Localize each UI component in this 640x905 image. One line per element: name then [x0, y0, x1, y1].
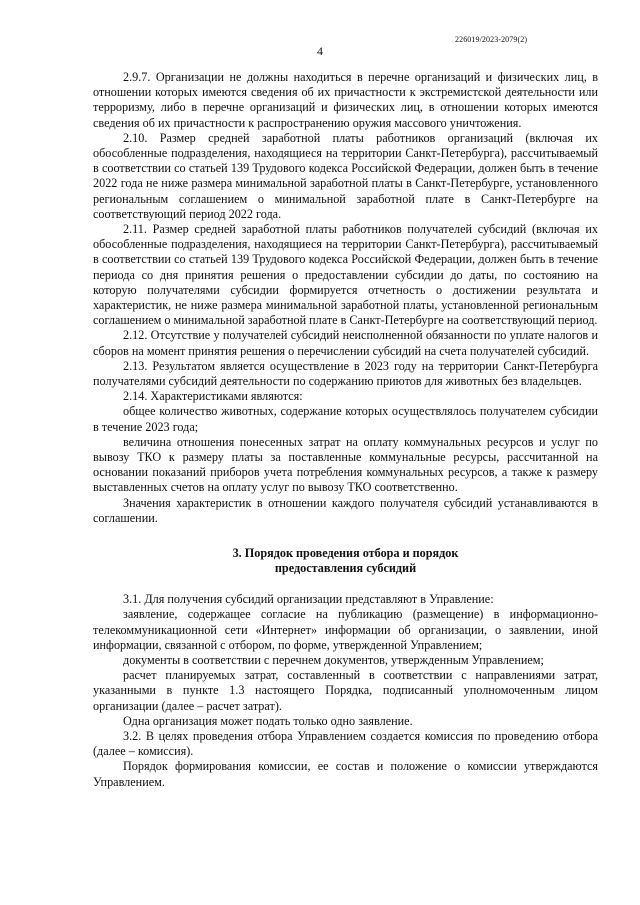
paragraph-2-12: 2.12. Отсутствие у получателей субсидий неисполненной обязанности по уплате налогов и сборов на момент принятия решения о перечислении субсидий на счета получателей субсидий.	[93, 328, 598, 358]
page-number: 4	[317, 44, 323, 58]
item-cost-calculation: расчет планируемых затрат, составленный в соответствии с направлениями затрат, указанными в пункте 1.3 настоящего Порядка, подписанный уполномоченным лицом организации (далее – расчет затрат).	[93, 668, 598, 713]
section-heading	[93, 546, 598, 576]
paragraph-2-11: 2.11. Размер средней заработной платы работников получателей субсидий (включая их обособленные подразделения, находящиеся на территории Санкт-Петербурга), рассчитываемый в соответствии со статьей 139 Трудового кодекса Российской Федерации, должен быть в течение периода со дня принятия решения о предоставлении субсидии до даты, по состоянию на которую получателями субсидии формируется отчетность о достижении результата и характеристик, не ниже размера минимальной заработной платы, установленной региональным соглашением о минимальной заработной плате в Санкт-Петербурге на соответствующий период.	[93, 222, 598, 328]
characteristics-note: Значения характеристик в отношении каждого получателя субсидий устанавливаются в соглашении.	[93, 495, 598, 525]
single-application-note: Одна организация может подать только одно заявление.	[123, 713, 413, 728]
characteristic-costs: величина отношения понесенных затрат на оплату коммунальных ресурсов и услуг по вывозу ТКО к размеру платы за поставленные коммунальные ресурсы, рассчитанной на основании показаний приборов учета потребления коммунальных ресурсов, а также к размеру выставленных счетов на оплату услуг по вывозу ТКО соответственно.	[93, 434, 598, 495]
paragraph-3-2: 3.2. В целях проведения отбора Управлением создается комиссия по проведению отбора (далее – комиссия).	[93, 728, 598, 759]
paragraph-2-10: 2.10. Размер средней заработной платы работников организаций (включая их обособленные подразделения, находящиеся на территории Санкт-Петербурга), рассчитываемый в соответствии со статьей 139 Трудового кодекса Российской Федерации, должен быть в течение 2022 года не ниже размера минимальной заработной платы в Санкт-Петербурге, установленного региональным соглашением о минимальной заработной плате в Санкт-Петербурге на соответствующий период 2022 года.	[93, 130, 598, 221]
paragraph-3-1: 3.1. Для получения субсидий организации представляют в Управление:	[123, 592, 494, 607]
section-heading-line2: предоставления субсидий	[274, 561, 417, 576]
document-body	[93, 70, 598, 790]
item-documents: документы в соответствии с перечнем документов, утвержденным Управлением;	[123, 652, 544, 667]
paragraph-2-14: 2.14. Характеристиками являются:	[123, 389, 303, 404]
section-heading-line1: 3. Порядок проведения отбора и порядок	[232, 546, 459, 561]
paragraph-2-13: 2.13. Результатом является осуществление в 2023 году на территории Санкт-Петербурга получателями субсидий деятельности по содержанию приютов для животных без владельцев.	[93, 358, 598, 389]
paragraph-2-9-7: 2.9.7. Организации не должны находиться в перечне организаций и физических лиц, в отношении которых имеются сведения об их причастности к экстремистской деятельности или терроризму, либо в перечне организаций и физических лиц, в отношении которых имеются сведения об их причастности к распространению оружия массового уничтожения.	[93, 70, 598, 130]
commission-procedure: Порядок формирования комиссии, ее состав и положение о комиссии утверждаются Управлением.	[93, 759, 598, 789]
item-application: заявление, содержащее согласие на публикацию (размещение) в информационно-телекоммуникационной сети «Интернет» информации об организации, о заявлении, иной информации, связанной с отбором, по форме, утвержденной Управлением;	[93, 607, 598, 652]
document-number: 226019/2023-2079(2)	[455, 35, 528, 44]
characteristic-animals: общее количество животных, содержание которых осуществлялось получателем субсидии в течение 2023 года;	[93, 404, 598, 434]
